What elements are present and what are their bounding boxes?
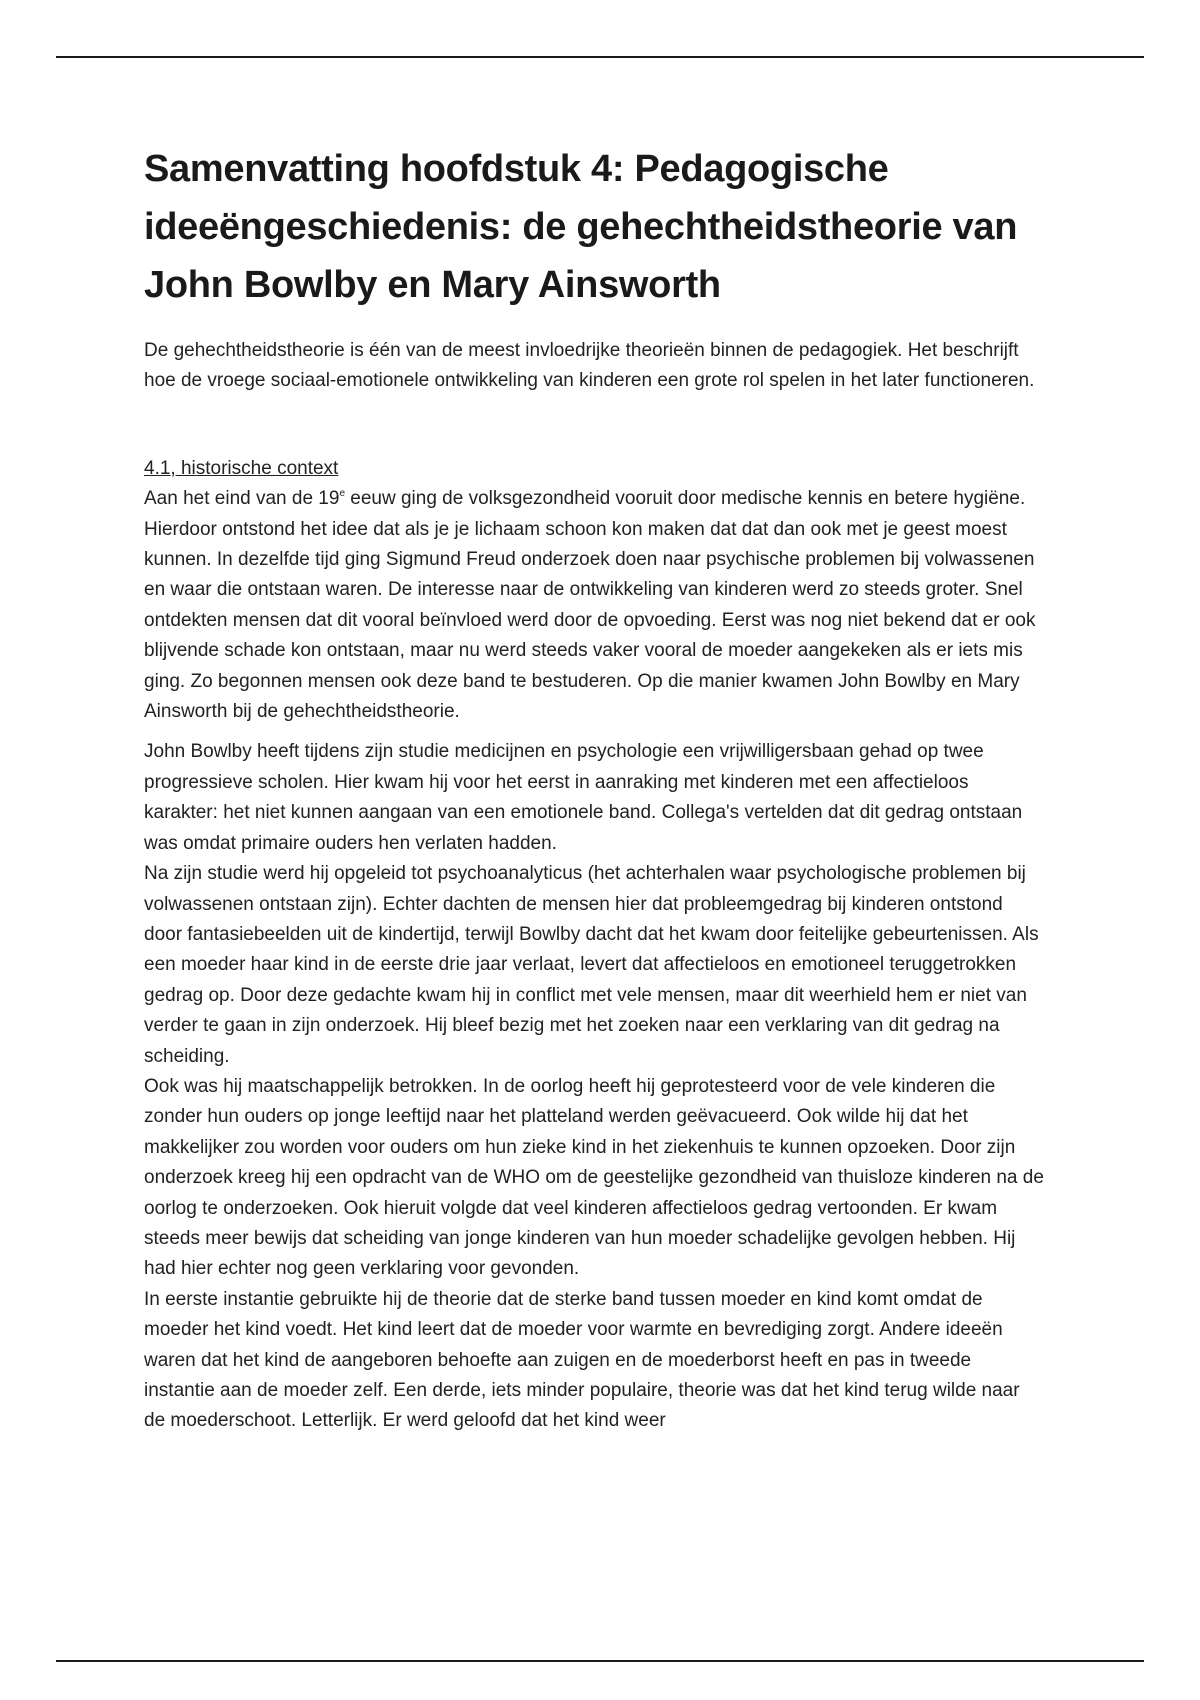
bottom-rule: [56, 1660, 1144, 1662]
section-heading: 4.1, historische context: [144, 457, 339, 479]
document-body: [144, 140, 1044, 1437]
paragraph-gap: [144, 727, 1044, 737]
page-title: Samenvatting hoofdstuk 4: Pedagogische ideeëngeschiedenis: de gehechtheidstheorie van John Bowlby en Mary Ainsworth: [144, 148, 1018, 306]
paragraph-social-involvement: Ook was hij maatschappelijk betrokken. In de oorlog heeft hij geprotesteerd voor de vele kinderen die zonder hun ouders op jonge leeftijd naar het platteland werden geëvacueerd. Ook wilde hij dat het makkelijker zou worden voor ouders om hun zieke kind in het ziekenhuis te kunnen opzoeken. Door zijn onderzoek kreeg hij een opdracht van de WHO om de geestelijke gezondheid van thuisloze kinderen na de oorlog te onderzoeken. Ook hieruit volgde dat veel kinderen affectieloos gedrag vertoonden. Er kwam steeds meer bewijs dat scheiding van jonge kinderen van hun moeder schadelijke gevolgen hebben. Hij had hier echter nog geen verklaring voor gevonden.: [144, 1075, 1044, 1280]
paragraph-bowlby-study: John Bowlby heeft tijdens zijn studie medicijnen en psychologie een vrijwilligersbaan gehad op twee progressieve scholen. Hier kwam hij voor het eerst in aanraking met kinderen met een affectieloos karakter: het niet kunnen aangaan van een emotionele band. Collega's vertelden dat dit gedrag ontstaan was omdat primaire ouders hen verlaten hadden.: [144, 741, 1023, 854]
top-rule: [56, 56, 1144, 58]
ordinal-superscript: e: [339, 488, 345, 500]
intro-paragraph: De gehechtheidstheorie is één van de meest invloedrijke theorieën binnen de pedagogiek. Het beschrijft hoe de vroege sociaal-emotionele ontwikkeling van kinderen een grote rol spelen in het later functioneren.: [144, 340, 1035, 392]
paragraph-1-start: Aan het eind van de 19: [144, 488, 340, 510]
paragraph-historical-context: [144, 484, 1044, 727]
paragraph-early-theories: In eerste instantie gebruikte hij de theorie dat de sterke band tussen moeder en kind komt omdat de moeder het kind voedt. Het kind leert dat de moeder voor warmte en bevrediging zorgt. Andere ideeën waren dat het kind de aangeboren behoefte aan zuigen en de moederborst heeft en pas in tweede instantie aan de moeder zelf. Een derde, iets minder populaire, theorie was dat het kind terug wilde naar de moederschoot. Letterlijk. Er werd geloofd dat het kind weer: [144, 1288, 1020, 1432]
paragraph-1-rest: eeuw ging de volksgezondheid vooruit door medische kennis en betere hygiëne. Hierdoor ontstond het idee dat als je je lichaam schoon kon maken dat dat dan ook met je geest moest kunnen. In dezelfde tijd ging Sigmund Freud onderzoek doen naar psychische problemen bij volwassenen en waar die ontstaan waren. De interesse naar de ontwikkeling van kinderen werd zo steeds groter. Snel ontdekten mensen dat dit vooral beïnvloed werd door de opvoeding. Eerst was nog niet bekend dat er ook blijvende schade kon ontstaan, maar nu werd steeds vaker vooral de moeder aangekeken als er iets mis ging. Zo begonnen mensen ook deze band te bestuderen. Op die manier kwamen John Bowlby en Mary Ainsworth bij de gehechtheidstheorie.: [144, 488, 1036, 723]
paragraph-psychoanalyst: Na zijn studie werd hij opgeleid tot psychoanalyticus (het achterhalen waar psychologische problemen bij volwassenen ontstaan zijn). Echter dachten de mensen hier dat probleemgedrag bij kinderen ontstond door fantasiebeelden uit de kindertijd, terwijl Bowlby dacht dat het kwam door feitelijke gebeurtenissen. Als een moeder haar kind in de eerste drie jaar verlaat, levert dat affectieloos en emotioneel teruggetrokken gedrag op. Door deze gedachte kwam hij in conflict met vele mensen, maar dit weerhield hem er niet van verder te gaan in zijn onderzoek. Hij bleef bezig met het zoeken naar een verklaring van dit gedrag na scheiding.: [144, 863, 1039, 1067]
